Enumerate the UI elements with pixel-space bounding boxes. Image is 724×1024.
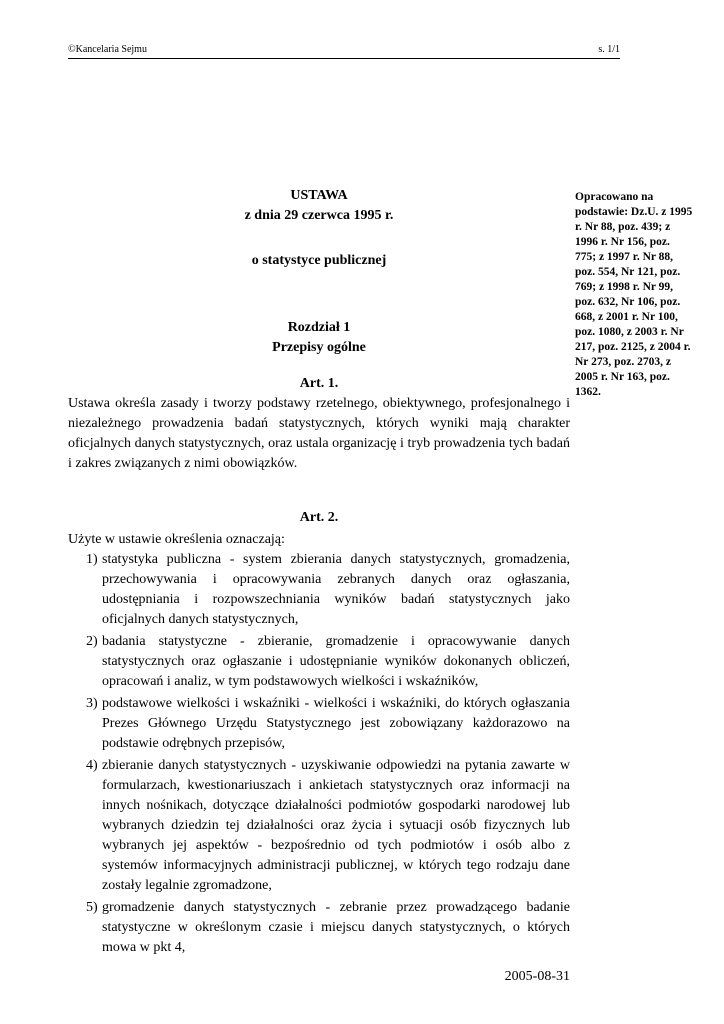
footer-date: 2005-08-31 bbox=[504, 969, 570, 984]
item-text: statystyka publiczna - system zbierania danych statystycznych, gromadzenia, przechowywania i opracowywania zebranych danych oraz ogłaszania, udostępniania i rozpowszechniania wyników badań statystycznych jako oficjalnych danych statystycznych, bbox=[102, 552, 570, 627]
publisher-label: ©Kancelaria Sejmu bbox=[68, 44, 147, 55]
document-subject: o statystyce publicznej bbox=[251, 253, 387, 268]
document-date: z dnia 29 czerwca 1995 r. bbox=[244, 208, 394, 223]
item-text: zbieranie danych statystycznych - uzyskiwanie odpowiedzi na pytania zawarte w formularzach, kwestionariuszach i ankietach statystycznych oraz informacji na innych nośnikach, dotyczące działalności podmiotów gospodarki narodowej lub wybranych dziedzin tej działalności oraz życia i sytuacji osób fizycznych lub wybranych jej aspektów - bezpośrednio od tych podmiotów i osób albo z systemów informacyjnych administracji publicznej, w których tego rodzaju dane zostały legalnie zgromadzone, bbox=[102, 758, 570, 893]
article-2-heading: Art. 2. bbox=[299, 510, 339, 525]
list-item bbox=[68, 632, 570, 692]
item-text: podstawowe wielkości i wskaźniki - wielkości i wskaźniki, do których ogłaszania Prezes Głównego Urzędu Statystycznego jest zobowiązany każdorazowo na podstawie odrębnych przepisów, bbox=[102, 696, 570, 751]
article-1-heading: Art. 1. bbox=[299, 376, 339, 391]
chapter-title: Przepisy ogólne bbox=[272, 340, 366, 355]
chapter-heading: Rozdział 1 bbox=[287, 320, 351, 335]
page-header bbox=[68, 44, 620, 59]
item-text: badania statystyczne - zbieranie, gromadzenie i opracowywanie danych statystycznych oraz ogłaszanie i udostępnianie wyników dokonanych obliczeń, opracowań i analiz, w tym podstawowych wielkości i wskaźników, bbox=[102, 634, 570, 689]
item-number: 3) bbox=[86, 696, 98, 711]
article-1-text: Ustawa określa zasady i tworzy podstawy rzetelnego, obiektywnego, profesjonalnego i niezależnego prowadzenia badań statystycznych, których wyniki mają charakter oficjalnych danych statystycznych, oraz ustala organizację i tryb prowadzenia tych badań i zakres związanych z nimi obowiązków. bbox=[68, 396, 570, 471]
item-number: 2) bbox=[86, 634, 98, 649]
list-item bbox=[68, 550, 570, 630]
item-number: 4) bbox=[86, 758, 98, 773]
list-item bbox=[68, 694, 570, 754]
page-number: s. 1/1 bbox=[598, 44, 620, 55]
list-item bbox=[68, 898, 570, 958]
source-note: Opracowano na podstawie: Dz.U. z 1995 r. Nr 88, poz. 439; z 1996 r. Nr 156, poz. 775; z 1997 r. Nr 88, poz. 554, Nr 121, poz. 769; z 1998 r. Nr 99, poz. 632, Nr 106, poz. 668, z 2001 r. Nr 100, poz. 1080, z 2003 r. Nr 217, poz. 2125, z 2004 r. Nr 273, poz. 2703, z 2005 r. Nr 163, poz. 1362. bbox=[575, 191, 693, 398]
definitions-list bbox=[68, 550, 570, 958]
article-2-intro: Użyte w ustawie określenia oznaczają: bbox=[68, 532, 285, 547]
list-item bbox=[68, 756, 570, 896]
item-text: gromadzenie danych statystycznych - zebranie przez prowadzącego badanie statystyczne w określonym czasie i miejscu danych statystycznych, o których mowa w pkt 4, bbox=[102, 900, 570, 955]
item-number: 1) bbox=[86, 552, 98, 567]
item-number: 5) bbox=[86, 900, 98, 915]
document-body bbox=[68, 186, 570, 960]
document-title: USTAWA bbox=[290, 188, 348, 203]
